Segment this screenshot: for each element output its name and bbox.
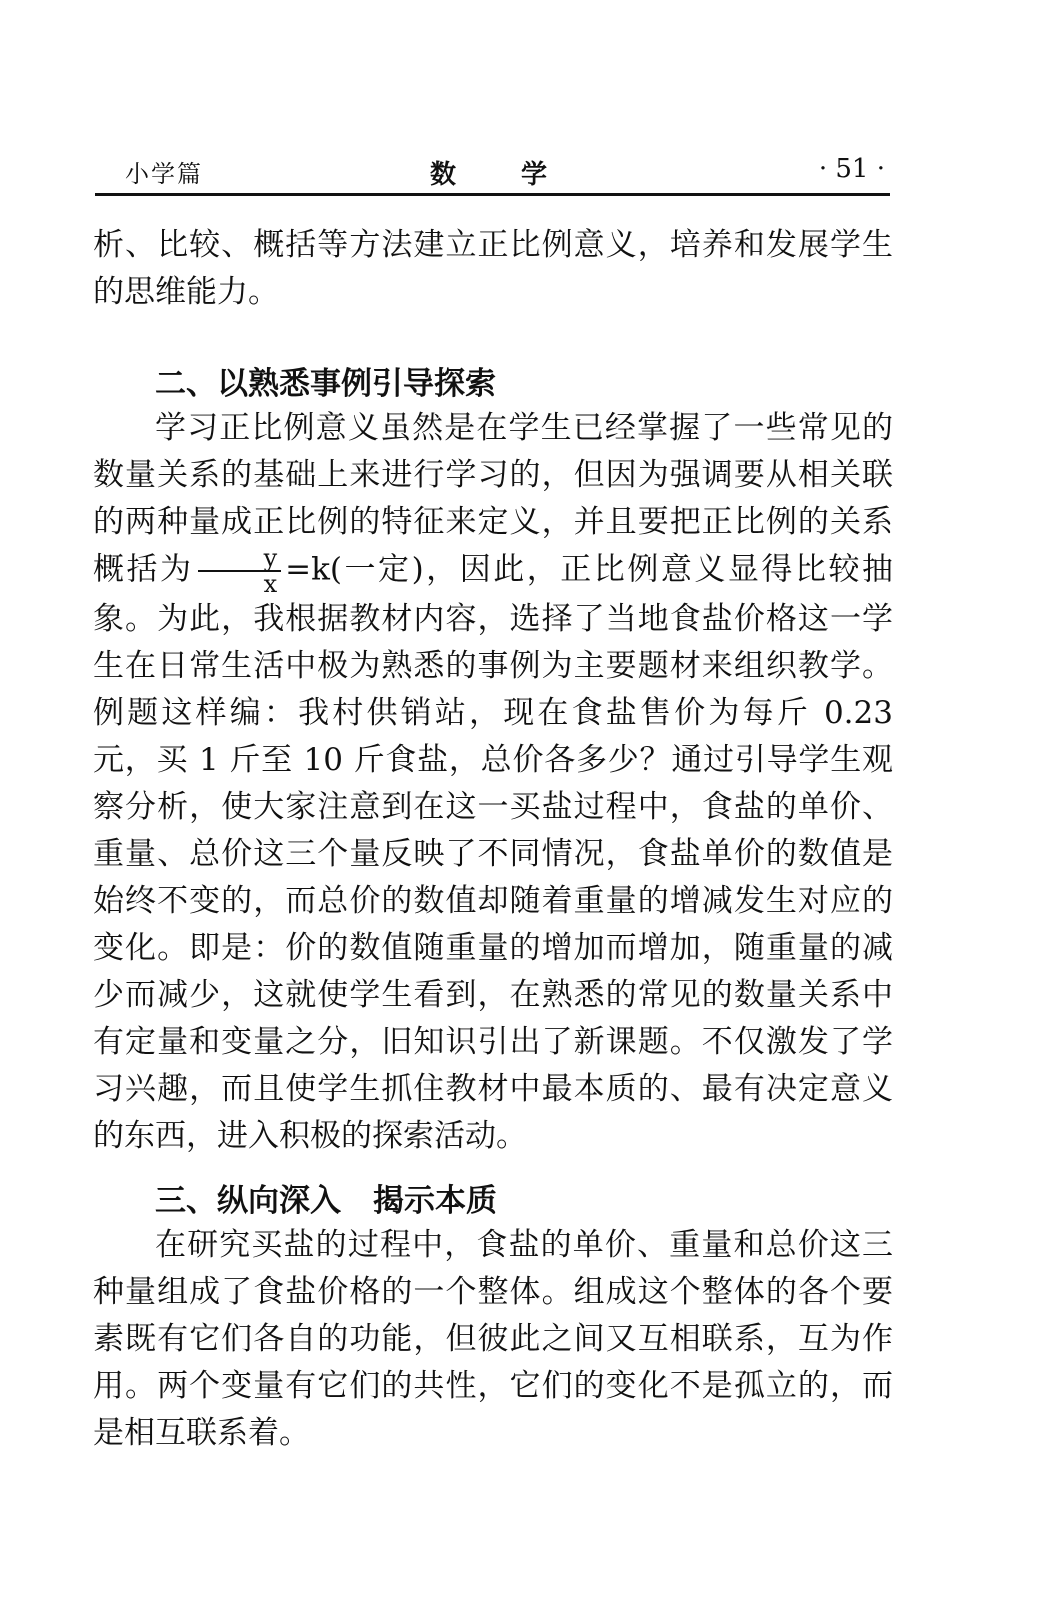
page-number: · 51 · — [818, 154, 885, 184]
fraction-denominator: x — [263, 570, 278, 598]
running-header — [95, 150, 890, 194]
header-subject: 数 学 — [430, 160, 576, 190]
paragraph-section-2 — [93, 405, 893, 1160]
section-heading-3 — [155, 1175, 497, 1220]
paragraph-continued: 析、比较、概括等方法建立正比例意义，培养和发展学生的思维能力。 — [93, 227, 893, 310]
section-heading-2: 二、以熟悉事例引导探索 — [155, 366, 496, 402]
header-rule — [95, 193, 890, 196]
paragraph-text: 学习正比例意义虽然是在学生已经掌握了一些常见的数量关系的基础上来进行学习的，但因为强调要从相关联的两种量成正比例的特征来定义，并且要把正比例的关系概括为 — [93, 410, 893, 588]
fraction-numerator: y — [198, 546, 282, 572]
fraction-y-over-x — [198, 546, 282, 596]
paragraph-text: =k(一定)，因此，正比例意义显得比较抽象。为此，我根据教材内容，选择了当地食盐价格这一学生在日常生活中极为熟悉的事例为主要题材来组织教学。例题这样编：我村供销站，现在食盐售价为每斤 0.23 元，买 1 斤至 10 斤食盐，总价各多少？通过引导学生观察分析，使大家注意到在这一买盐过程中，食盐的单价、重量、总价这三个量反映了不同情况，食盐单价的数值是始终不变的，而总价的数值却随着重量的增减发生对应的变化。即是：价的数值随重量的增加而增加，随重量的减少而减少，这就使学生看到，在熟悉的常见的数量关系中有定量和变量之分，旧知识引出了新课题。不仅激发了学习兴趣，而且使学生抓住教材中最本质的、最有决定意义的东西，进入积极的探索活动。 — [93, 551, 893, 1154]
paragraph-section-3: 在研究买盐的过程中，食盐的单价、重量和总价这三种量组成了食盐价格的一个整体。组成这个整体的各个要素既有它们各自的功能，但彼此之间又互相联系，互为作用。两个变量有它们的共性，它们的变化不是孤立的，而是相互联系着。 — [93, 1227, 893, 1451]
heading-part: 揭示本质 — [373, 1183, 497, 1219]
header-section-title: 小学篇 — [125, 160, 203, 188]
heading-part: 三、纵向深入 — [155, 1183, 341, 1219]
